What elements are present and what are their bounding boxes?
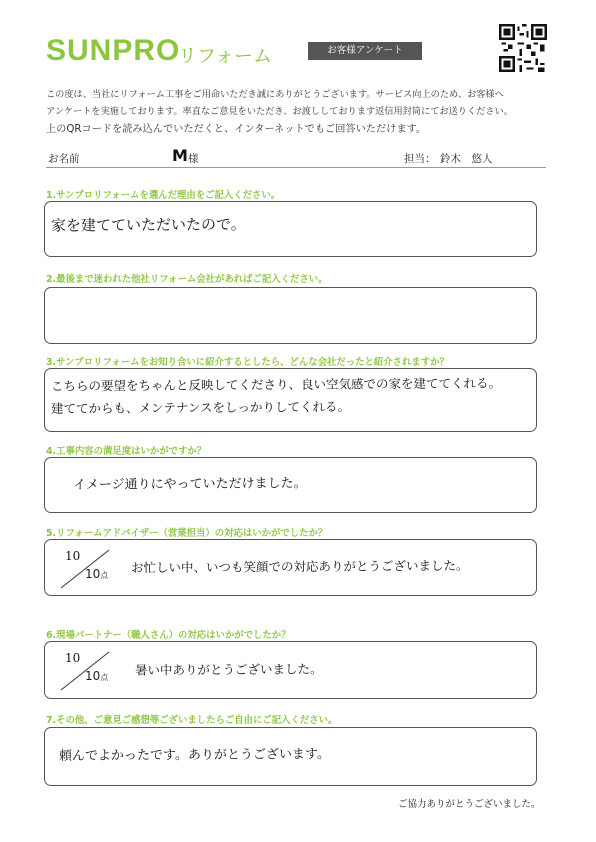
question-7-label: 7.その他、ご意見ご感想等ございましたらご自由にご記入ください。 — [46, 715, 338, 726]
score-max-value: 10 — [85, 669, 101, 683]
survey-title-badge: お客様アンケート — [308, 42, 422, 60]
question-5-label: 5.リフォームアドバイザー（営業担当）の対応はいかがでしたか？ — [46, 528, 328, 539]
question-6-label: 6.現場パートナー（職人さん）の対応はいかがでしたか？ — [46, 630, 291, 641]
company-logo-subtitle: リフォーム — [178, 45, 273, 67]
question-5-answer-box[interactable] — [44, 539, 537, 596]
staff-name: 鈴木 悠人 — [440, 153, 493, 165]
customer-name: M — [172, 146, 188, 165]
qr-code-icon — [499, 24, 547, 72]
score-max-value: 10 — [85, 567, 101, 581]
name-underline — [46, 167, 546, 168]
question-3-label: 3.サンプロリフォームをお知り合いに紹介するとしたら、どんな会社だったと紹介されますか？ — [46, 357, 449, 368]
score-max — [85, 567, 108, 581]
question-1-answer-box[interactable] — [44, 201, 537, 257]
thank-you-note: ご協力ありがとうございました。 — [398, 799, 541, 810]
question-2-label: 2.最後まで迷われた他社リフォーム会社があればご記入ください。 — [46, 274, 328, 285]
score-max — [85, 669, 108, 683]
score-unit: 点 — [100, 673, 109, 682]
company-logo: SUNPRO — [46, 34, 181, 67]
question-3-answer-box[interactable] — [44, 368, 537, 432]
name-label: お名前 — [48, 153, 80, 165]
question-4-label: 4.工事内容の満足度はいかがですか？ — [46, 446, 207, 457]
intro-line-3: 上のQRコードを読み込んでいただくと、インターネットでもご回答いただけます。 — [46, 124, 427, 135]
question-2-answer-box[interactable] — [44, 287, 537, 344]
question-7-answer: 頼んでよかったです。ありがとうございます。 — [58, 747, 330, 764]
question-6-score — [51, 642, 121, 698]
score-given: 10 — [65, 549, 81, 563]
staff-label: 担当： — [404, 153, 436, 165]
intro-line-2: アンケートを実施しております。率直なご意見をいただき、お渡ししております返信用封筒にてお送りください。 — [46, 106, 513, 117]
question-6-answer-box[interactable] — [44, 641, 537, 699]
question-1-label: 1.サンプロリフォームを選んだ理由をご記入ください。 — [46, 190, 281, 201]
question-4-answer-box[interactable] — [44, 457, 537, 513]
question-4-answer: イメージ通りにやっていただけました。 — [72, 476, 307, 493]
intro-line-1: この度は、当社にリフォーム工事をご用命いただき誠にありがとうございます。サービス向上のため、お客様へ — [46, 89, 504, 100]
question-7-answer-box[interactable] — [44, 727, 537, 786]
question-3-answer-line-1: こちらの要望をちゃんと反映してくださり、良い空気感での家を建ててくれる。 — [50, 375, 502, 394]
question-5-score — [51, 540, 121, 595]
score-unit: 点 — [100, 571, 109, 580]
question-6-answer: 暑い中ありがとうございました。 — [134, 661, 323, 678]
name-honorific: 様 — [188, 153, 199, 165]
question-5-answer: お忙しい中、いつも笑顔での対応ありがとうございました。 — [130, 557, 469, 576]
score-given: 10 — [65, 651, 81, 665]
question-1-answer: 家を建てていただいたので。 — [50, 215, 246, 235]
question-3-answer-line-2: 建ててからも、メンテナンスをしっかりしてくれる。 — [50, 398, 351, 417]
